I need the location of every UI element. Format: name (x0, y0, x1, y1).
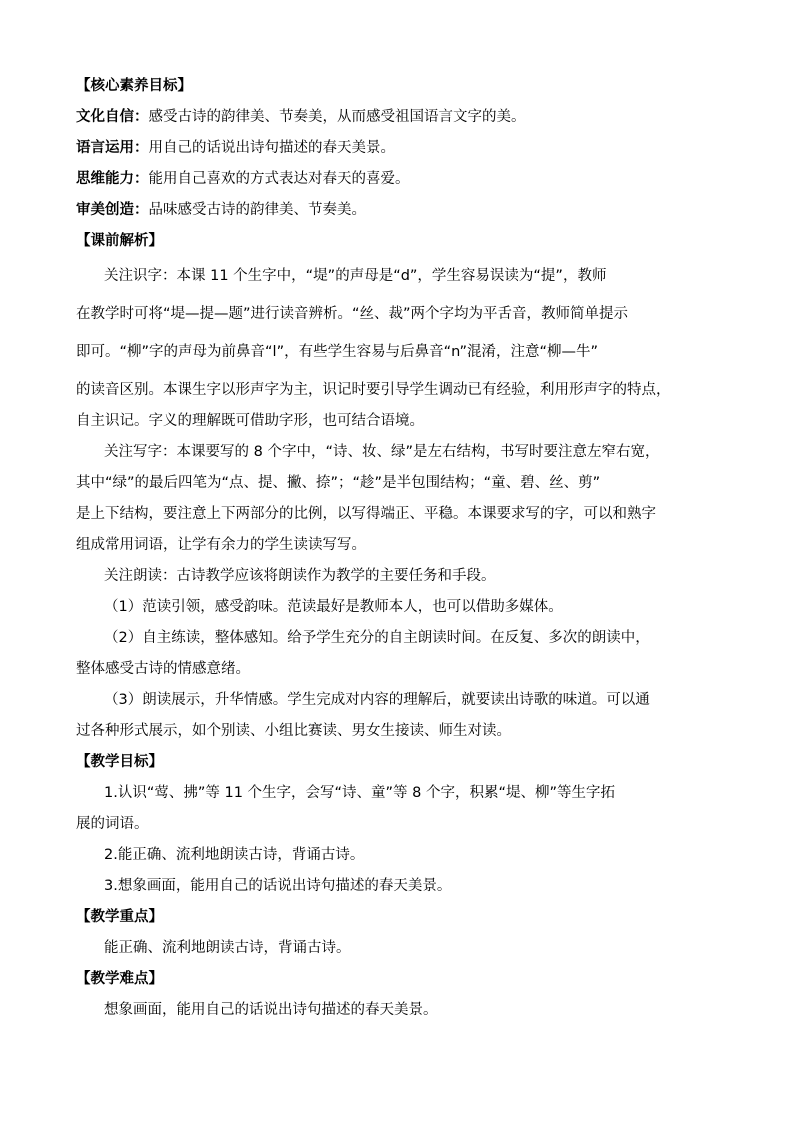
core-item-label: 文化自信： (76, 109, 149, 125)
heading-pre-class-analysis: 【课前解析】 (76, 233, 163, 249)
paragraph-line: 组成常用词语，让学有余力的学生读读写写。 (76, 537, 366, 553)
goal-line: 1.认识“莺、拂”等 11 个生字，会写“诗、童”等 8 个字，积累“堤、柳”等生字拓 (104, 785, 616, 801)
paragraph-line: （3）朗读展示，升华情感。学生完成对内容的理解后，就要读出诗歌的味道。可以通 (104, 692, 650, 708)
core-item-label: 语言运用： (76, 140, 149, 156)
paragraph-line: 过各种形式展示，如个别读、小组比赛读、男女生接读、师生对读。 (76, 723, 511, 739)
paragraph-line: 其中“绿”的最后四笔为“点、提、撇、捺”；“趁”是半包围结构；“童、碧、丝、剪” (76, 475, 601, 491)
paragraph-line: 在教学时可将“堤—提—题”进行读音辨析。“丝、裁”两个字均为平舌音，教师简单提示 (76, 306, 629, 322)
paragraph-line: 即可。“柳”字的声母为前鼻音“l”，有些学生容易与后鼻音“n”混淆，注意“柳—牛” (76, 344, 599, 360)
paragraph-line: 的读音区别。本课生字以形声字为主，识记时要引导学生调动已有经验，利用形声字的特点， (76, 382, 671, 398)
paragraph-line: 整体感受古诗的情感意绪。 (76, 661, 250, 677)
core-item-text: 能用自己喜欢的方式表达对春天的喜爱。 (148, 171, 410, 187)
paragraph-line: 关注朗读：古诗教学应该将朗读作为教学的主要任务和手段。 (104, 568, 496, 584)
paragraph-line: 是上下结构，要注意上下两部分的比例，以写得端正、平稳。本课要求写的字，可以和熟字 (76, 506, 656, 522)
goal-line: 展的词语。 (76, 816, 149, 832)
core-item-text: 品味感受古诗的韵律美、节奏美。 (148, 202, 366, 218)
core-item-culture (76, 107, 526, 127)
goal-line: 3.想象画面，能用自己的话说出诗句描述的春天美景。 (104, 878, 452, 894)
heading-teaching-key-point: 【教学重点】 (76, 909, 163, 925)
core-item-label: 思维能力： (76, 171, 149, 187)
goal-line: 2.能正确、流利地朗读古诗，背诵古诗。 (104, 847, 365, 863)
heading-teaching-goals: 【教学目标】 (76, 754, 163, 770)
paragraph-line: （1）范读引领，感受韵味。范读最好是教师本人，也可以借助多媒体。 (104, 599, 563, 615)
core-item-aesthetics (76, 200, 366, 220)
paragraph-line: 关注识字：本课 11 个生字中，“堤”的声母是“d”，学生容易误读为“提”，教师 (104, 268, 607, 284)
key-point-text: 能正确、流利地朗读古诗，背诵古诗。 (104, 940, 351, 956)
paragraph-line: 自主识记。字义的理解既可借助字形，也可结合语境。 (76, 413, 424, 429)
core-item-text: 用自己的话说出诗句描述的春天美景。 (148, 140, 395, 156)
core-item-thinking (76, 169, 410, 189)
paragraph-line: 关注写字：本课要写的 8 个字中，“诗、妆、绿”是左右结构，书写时要注意左窄右宽， (104, 444, 660, 460)
heading-core-goals: 【核心素养目标】 (76, 78, 192, 94)
difficulty-text: 想象画面，能用自己的话说出诗句描述的春天美景。 (104, 1002, 438, 1018)
core-item-language (76, 138, 395, 158)
heading-teaching-difficulty: 【教学难点】 (76, 971, 163, 987)
core-item-label: 审美创造： (76, 202, 149, 218)
core-item-text: 感受古诗的韵律美、节奏美，从而感受祖国语言文字的美。 (148, 109, 526, 125)
paragraph-line: （2）自主练读，整体感知。给予学生充分的自主朗读时间。在反复、多次的朗读中， (104, 630, 650, 646)
